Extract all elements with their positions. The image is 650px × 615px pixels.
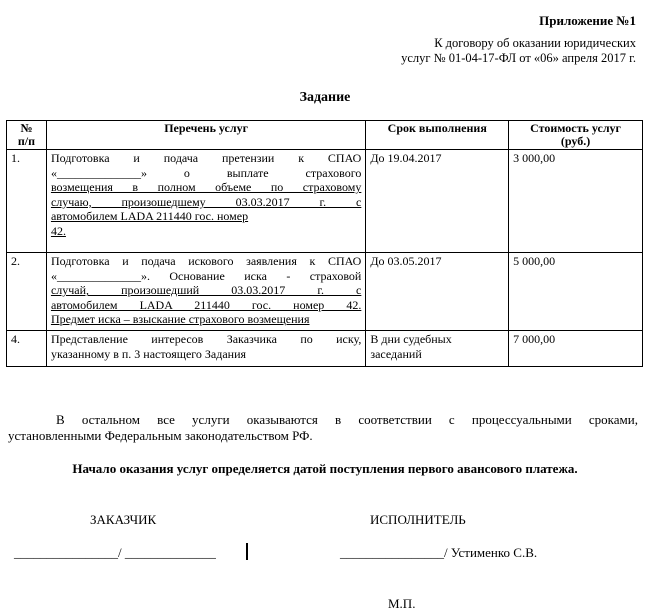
header-num-line2: п/п: [17, 134, 36, 148]
header-num-line1: №: [20, 121, 33, 135]
contract-reference-line1: К договору об оказании юридических: [434, 36, 636, 50]
customer-label: ЗАКАЗЧИК: [90, 512, 157, 527]
desc-line: Предмет иска – взыскание страхового возмещения: [50, 312, 310, 327]
row-deadline: До 03.05.2017: [366, 253, 509, 331]
row-cost: 7 000,00: [509, 331, 643, 367]
appendix-title: Приложение №1: [539, 13, 636, 28]
desc-line: случаю, произошедшему 03.03.2017 г. с: [50, 194, 362, 209]
paragraph-line1: В остальном все услуги оказываются в соответствии с процессуальными сроками,: [56, 412, 638, 427]
stamp-placeholder: М.П.: [388, 596, 416, 611]
row-num: 2.: [7, 253, 47, 331]
executor-label: ИСПОЛНИТЕЛЬ: [370, 512, 466, 527]
table-row: [7, 253, 643, 331]
customer-signature-end-mark: [246, 543, 248, 560]
task-title: Задание: [299, 90, 351, 105]
table-row: [7, 150, 643, 253]
paragraph: [8, 412, 638, 444]
row-cost: 3 000,00: [509, 150, 643, 253]
desc-line: возмещения в полном объеме по страховому: [50, 180, 362, 195]
header-cost-line2: (руб.): [560, 134, 591, 148]
desc-line: «______________». Основание иска - страховой: [50, 268, 362, 283]
row-deadline-line2: заседаний: [370, 346, 422, 361]
paragraph-line2: установленными Федеральным законодательством РФ.: [8, 428, 313, 443]
row-cost: 5 000,00: [509, 253, 643, 331]
desc-line: 42.: [50, 223, 66, 238]
row-deadline-line1: В дни судебных: [370, 332, 452, 346]
header-cost: [509, 121, 643, 150]
desc-line: случай, произошедший 03.03.2017 г. с: [50, 283, 362, 298]
contract-reference-line2: услуг № 01-04-17-ФЛ от «06» апреля 2017 г.: [401, 51, 636, 65]
desc-line: автомобилем LADA 211440 гос. номер: [50, 209, 249, 224]
desc-line: «______________» о выплате страхового: [50, 165, 362, 180]
desc-line: указанному в п. 3 настоящего Задания: [50, 346, 247, 361]
header-services: Перечень услуг: [46, 121, 365, 150]
executor-signature-line: ________________/ Устименко С.В.: [340, 545, 538, 560]
header-deadline: Срок выполнения: [366, 121, 509, 150]
row-num: 1.: [7, 150, 47, 253]
header-cost-line1: Стоимость услуг: [530, 121, 622, 135]
desc-line: Подготовка и подача претензии к СПАО: [50, 151, 362, 165]
desc-line: автомобилем LADA 211440 гос. номер 42.: [50, 297, 362, 312]
table-header-row: [7, 121, 643, 150]
start-of-services-note: Начало оказания услуг определяется датой поступления первого авансового платежа.: [72, 461, 578, 476]
table-row: [7, 331, 643, 367]
row-num: 4.: [7, 331, 47, 367]
row-description: [46, 331, 365, 367]
row-deadline: До 19.04.2017: [366, 150, 509, 253]
customer-signature-line: ________________/ ______________: [14, 545, 216, 560]
desc-line: Подготовка и подача искового заявления к СПАО: [50, 254, 362, 268]
services-table: [6, 120, 643, 367]
row-description: [46, 253, 365, 331]
desc-line: Представление интересов Заказчика по иску,: [50, 332, 362, 346]
row-description: [46, 150, 365, 253]
row-deadline: [366, 331, 509, 367]
header-num: [7, 121, 47, 150]
